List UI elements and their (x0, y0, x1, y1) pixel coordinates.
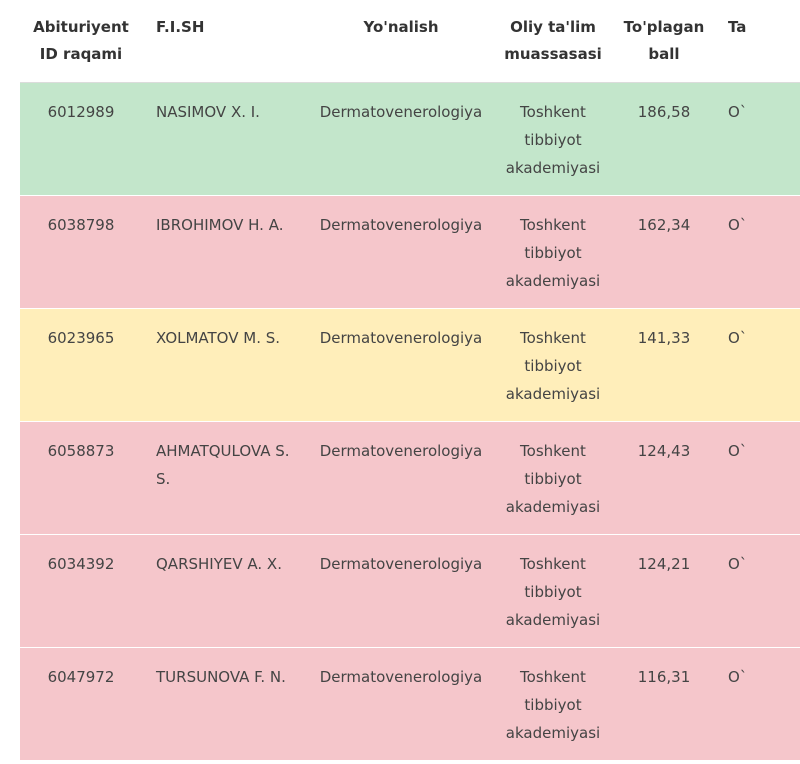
cell-oliy: Toshkent tibbiyot akademiyasi (492, 308, 614, 421)
table-body (20, 82, 800, 760)
cell-yonalish: Dermatovenerologiya (310, 421, 492, 534)
table-row (20, 534, 800, 647)
cell-yonalish: Dermatovenerologiya (310, 82, 492, 195)
header-ball[interactable]: To'plagan ball (614, 0, 714, 82)
cell-fish: NASIMOV X. I. (142, 82, 310, 195)
cell-ball: 124,43 (614, 421, 714, 534)
table-row (20, 82, 800, 195)
cell-oliy: Toshkent tibbiyot akademiyasi (492, 421, 614, 534)
cell-ball: 116,31 (614, 647, 714, 760)
cell-fish: TURSUNOVA F. N. (142, 647, 310, 760)
cell-id: 6034392 (20, 534, 142, 647)
header-oliy[interactable]: Oliy ta'lim muassasasi (492, 0, 614, 82)
cell-yonalish: Dermatovenerologiya (310, 534, 492, 647)
table-row (20, 647, 800, 760)
cell-ball: 186,58 (614, 82, 714, 195)
cell-yonalish: Dermatovenerologiya (310, 195, 492, 308)
cell-id: 6047972 (20, 647, 142, 760)
table-row (20, 195, 800, 308)
cell-yonalish: Dermatovenerologiya (310, 647, 492, 760)
cell-ta: O` (714, 308, 800, 421)
cell-oliy: Toshkent tibbiyot akademiyasi (492, 82, 614, 195)
cell-ball: 124,21 (614, 534, 714, 647)
table-row (20, 421, 800, 534)
header-row (20, 0, 800, 82)
results-table-container (20, 0, 800, 764)
results-table (20, 0, 800, 761)
cell-id: 6038798 (20, 195, 142, 308)
cell-fish: XOLMATOV M. S. (142, 308, 310, 421)
cell-fish: QARSHIYEV A. X. (142, 534, 310, 647)
cell-yonalish: Dermatovenerologiya (310, 308, 492, 421)
cell-ta: O` (714, 421, 800, 534)
cell-fish: AHMATQULOVA S. S. (142, 421, 310, 534)
cell-ta: O` (714, 195, 800, 308)
cell-oliy: Toshkent tibbiyot akademiyasi (492, 534, 614, 647)
header-ta[interactable]: Ta (714, 0, 800, 82)
header-yonalish[interactable]: Yo'nalish (310, 0, 492, 82)
cell-fish: IBROHIMOV H. A. (142, 195, 310, 308)
cell-id: 6058873 (20, 421, 142, 534)
header-id[interactable]: Abituriyent ID raqami (20, 0, 142, 82)
table-row (20, 308, 800, 421)
cell-oliy: Toshkent tibbiyot akademiyasi (492, 647, 614, 760)
cell-ball: 162,34 (614, 195, 714, 308)
cell-id: 6023965 (20, 308, 142, 421)
cell-ta: O` (714, 647, 800, 760)
cell-oliy: Toshkent tibbiyot akademiyasi (492, 195, 614, 308)
cell-id: 6012989 (20, 82, 142, 195)
cell-ta: O` (714, 82, 800, 195)
cell-ball: 141,33 (614, 308, 714, 421)
cell-ta: O` (714, 534, 800, 647)
header-fish[interactable]: F.I.SH (142, 0, 310, 82)
table-header (20, 0, 800, 82)
